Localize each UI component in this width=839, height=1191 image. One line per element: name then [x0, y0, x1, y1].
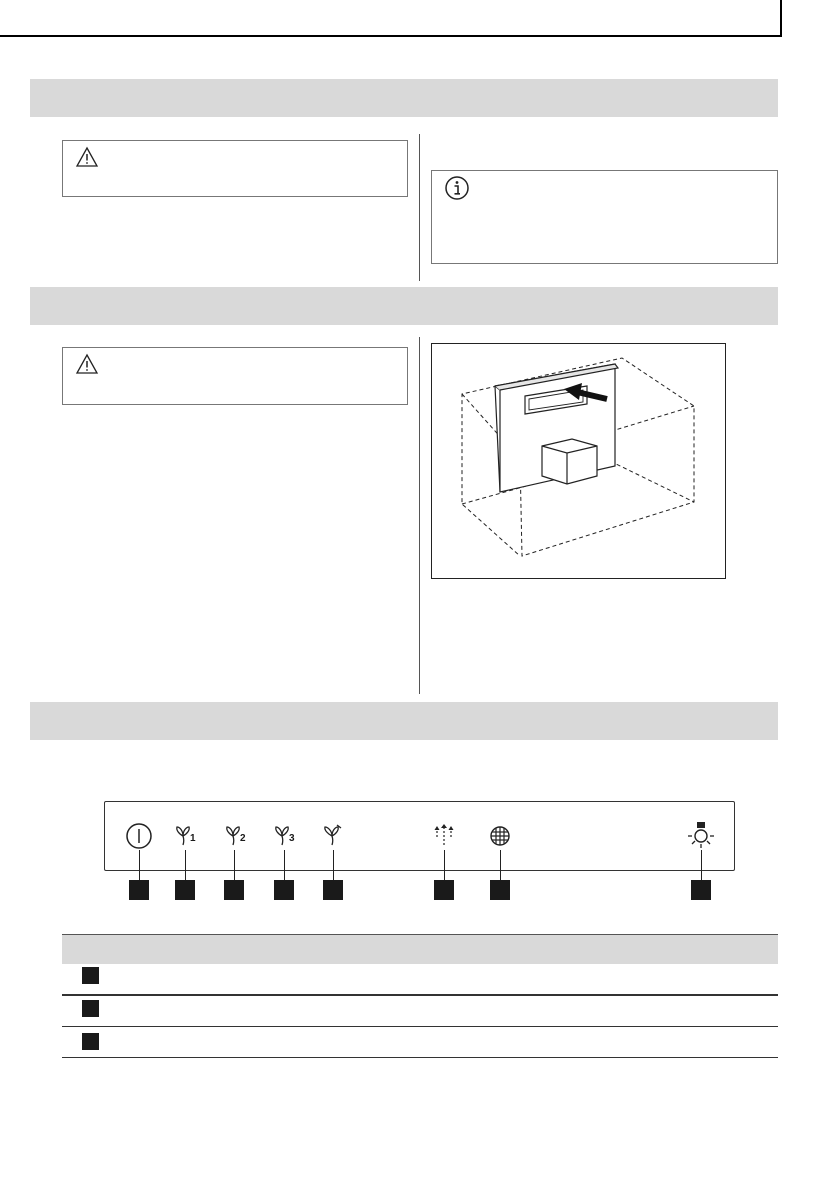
table-header — [62, 934, 778, 964]
table-row-divider — [62, 1057, 778, 1058]
info-circle-icon — [444, 175, 470, 201]
callout-marker — [175, 880, 195, 900]
fan-speed-3-label: 3 — [289, 833, 295, 844]
warning-box-1 — [62, 140, 408, 197]
section-3-heading-band — [30, 702, 778, 740]
leader-line — [444, 850, 445, 880]
callout-marker — [691, 880, 711, 900]
callout-marker — [323, 880, 343, 900]
warning-triangle-icon — [75, 353, 99, 375]
leader-line — [500, 850, 501, 880]
callout-marker — [274, 880, 294, 900]
table-row-marker — [82, 1033, 99, 1050]
callout-marker — [224, 880, 244, 900]
fan-boost-icon[interactable] — [321, 823, 345, 847]
info-box — [431, 170, 778, 264]
section-1-heading-band — [30, 79, 778, 117]
leader-line — [139, 850, 140, 880]
hood-filter-illustration — [431, 343, 726, 579]
fan-speed-2-label: 2 — [240, 833, 246, 844]
top-rule — [0, 35, 782, 37]
table-row-marker — [82, 1000, 99, 1017]
warning-box-2 — [62, 347, 408, 405]
callout-marker — [490, 880, 510, 900]
hood-drawing — [432, 344, 725, 578]
section-2-heading-band — [30, 287, 778, 325]
leader-line — [333, 850, 334, 880]
callout-marker — [129, 880, 149, 900]
fan-speed-3-icon[interactable] — [273, 824, 299, 848]
table-row-divider — [62, 1026, 778, 1027]
table-row-marker — [82, 967, 99, 984]
warning-triangle-icon — [75, 146, 99, 168]
leader-line — [284, 850, 285, 880]
callout-marker — [434, 880, 454, 900]
fan-speed-1-icon[interactable] — [174, 824, 200, 848]
light-icon[interactable] — [687, 820, 715, 850]
column-divider-1 — [419, 134, 420, 281]
breeze-icon[interactable] — [432, 823, 456, 847]
grid-icon[interactable] — [489, 825, 511, 847]
power-icon[interactable] — [125, 822, 153, 850]
leader-line — [234, 850, 235, 880]
leader-line — [701, 850, 702, 880]
table-row-divider — [62, 994, 778, 996]
corner-tick — [780, 0, 782, 37]
fan-speed-2-icon[interactable] — [224, 824, 250, 848]
fan-speed-1-label: 1 — [190, 833, 196, 844]
leader-line — [185, 850, 186, 880]
column-divider-2 — [419, 337, 420, 694]
